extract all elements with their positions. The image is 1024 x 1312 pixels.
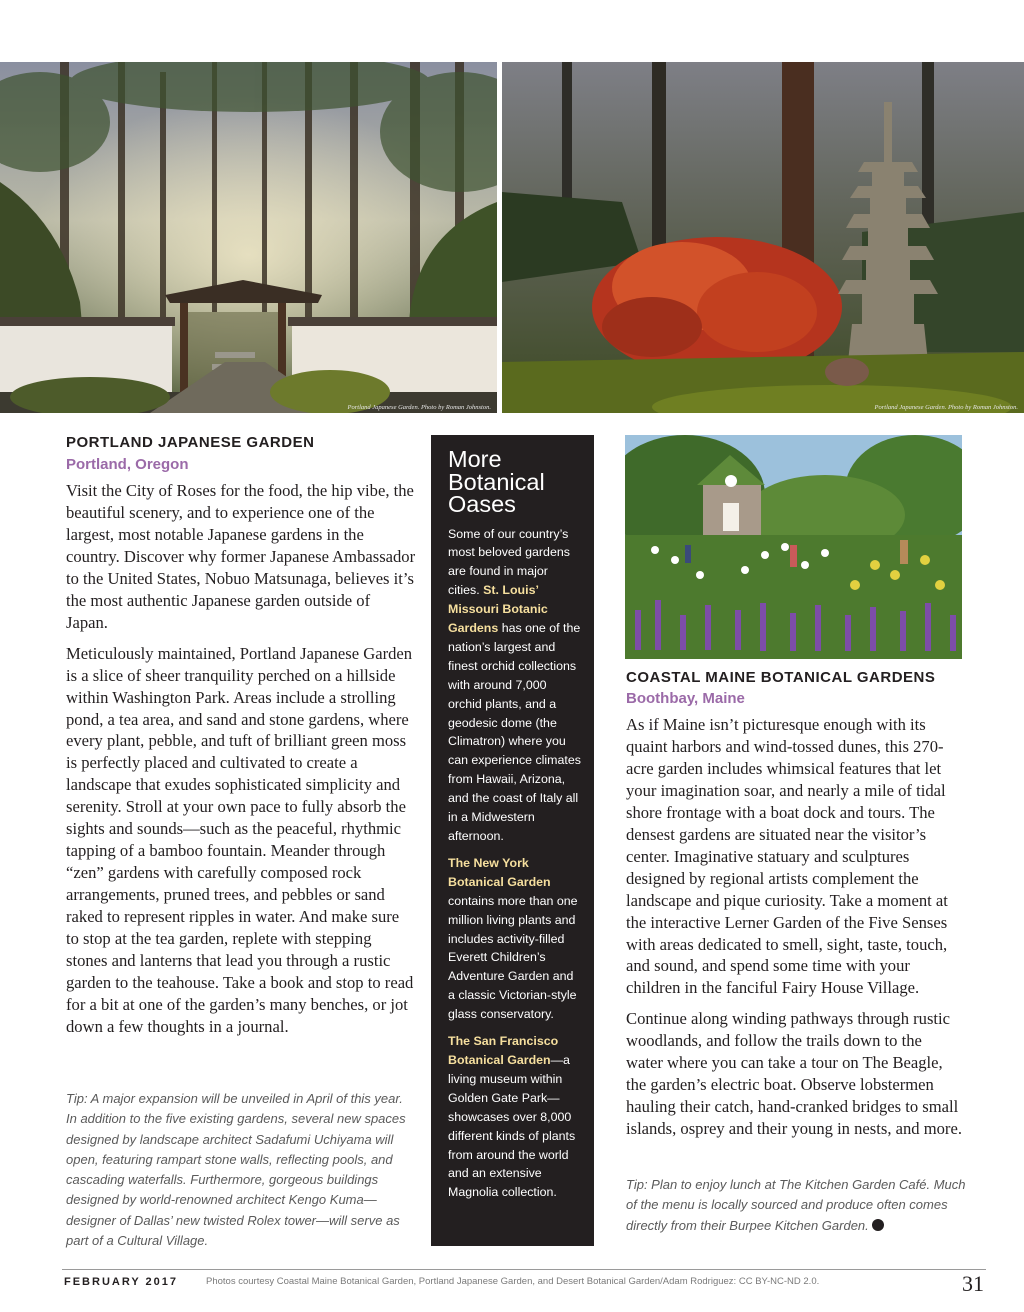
photo-credit: Portland Japanese Garden. Photo by Roman Johnston. bbox=[347, 404, 491, 411]
paragraph: Meticulously maintained, Portland Japanese Garden is a slice of sheer tranquility perched on a hillside within Washington Park. Areas include a strolling pond, a tea area, and sand and stone gardens, where every plant, pebble, and tuft of brilliant green moss is perfectly placed and cultivated to create a landscape that exudes sophisticated simplicity and serenity. Stroll at your own pace to fully absorb the sights and sounds—such as the peaceful, rhythmic tapping of a bamboo fountain. Meander through “zen” gardens with carefully composed rock arrangements, pruned trees, and pebbles or sand raked to represent ripples in water. And make sure to stop at the tea garden, replete with stepping stones and lanterns that lead you through a rustic garden to the teahouse. Take a book and stop to read for a bit at one of the garden’s many benches, or jot down a few thoughts in a journal. bbox=[66, 643, 414, 1036]
sidebar-garden-name: The New York Botanical Garden bbox=[448, 855, 551, 889]
portland-title: PORTLAND JAPANESE GARDEN bbox=[66, 434, 315, 451]
maine-body bbox=[626, 714, 962, 1149]
sidebar-garden-name: The San Francisco Botanical Garden bbox=[448, 1034, 559, 1067]
footer-photo-credits: Photos courtesy Coastal Maine Botanical Garden, Portland Japanese Garden, and Desert Botanical Garden/Adam Rodriguez: CC BY-NC-ND 2.0. bbox=[206, 1276, 820, 1287]
tip-text: Tip: Plan to enjoy lunch at The Kitchen Garden Café. Much of the menu is locally sourced and produce often comes directly from their Burpee Kitchen Garden. bbox=[626, 1177, 966, 1233]
photo-portland-pagoda bbox=[502, 62, 1024, 413]
end-mark-icon bbox=[872, 1219, 884, 1231]
paragraph: As if Maine isn’t picturesque enough with its quaint harbors and wind-tossed dunes, this 270-acre garden includes whimsical features that let your imagination soar, and nearly a mile of tidal shore frontage with a boat dock and tours. The densest gardens are situated near the visitor’s center. Imaginative statuary and sculptures designed by regional artists complement the landscape and pique curiosity. Take a moment at the interactive Lerner Garden of the Five Senses with areas dedicated to smell, sight, taste, touch, and sound, and spend some time with your children in the fanciful Fairy House Village. bbox=[626, 715, 948, 998]
photo-credit: Portland Japanese Garden. Photo by Roman Johnston. bbox=[874, 404, 1018, 411]
footer-date: FEBRUARY 2017 bbox=[64, 1276, 179, 1288]
photo-maine-fairy-house bbox=[625, 435, 962, 659]
sidebar-text: Some of our country’s most beloved gardens are found in major cities. bbox=[448, 526, 570, 598]
maine-location: Boothbay, Maine bbox=[626, 690, 745, 707]
sidebar-paragraph bbox=[448, 1032, 582, 1202]
sidebar-botanical-oases bbox=[431, 435, 594, 1246]
sidebar-paragraph bbox=[448, 525, 582, 846]
sidebar-title: More Botanical Oases bbox=[448, 446, 545, 517]
portland-body bbox=[66, 480, 416, 1047]
maine-title: COASTAL MAINE BOTANICAL GARDENS bbox=[626, 669, 936, 686]
paragraph: Visit the City of Roses for the food, the hip vibe, the beautiful scenery, and to experience one of the largest, most notable Japanese gardens in the country. Discover why former Japanese Ambassador to the United States, Nobuo Matsunaga, believes it’s the most authentic Japanese garden outside of Japan. bbox=[66, 481, 416, 632]
sidebar-text: —a living museum within Golden Gate Park—showcases over 8,000 different kinds of plants from around the world and an extensive Magnolia collection. bbox=[448, 1052, 576, 1200]
maine-tip bbox=[626, 1175, 971, 1236]
page-number: 31 bbox=[962, 1271, 984, 1296]
photo-portland-gate bbox=[0, 62, 497, 413]
paragraph: Continue along winding pathways through rustic woodlands, and follow the trails down to the water where you can take a tour on The Beagle, the garden’s electric boat. Observe lobstermen hauling their catch, hand-cranked bridges to small islands, osprey and their young in nests, and more. bbox=[626, 1009, 962, 1139]
sidebar-text: contains more than one million living plants and includes activity-filled Everett Children’s Adventure Garden and a classic Victorian-style glass conservatory. bbox=[448, 893, 578, 1022]
sidebar-garden-name: St. Louis’ Missouri Botanic Gardens bbox=[448, 583, 548, 636]
footer-divider bbox=[62, 1269, 986, 1270]
portland-tip: Tip: A major expansion will be unveiled in April of this year. In addition to the five existing gardens, several new spaces designed by landscape architect Sadafumi Uchiyama will open, featuring rampart stone walls, reflecting pools, and cascading waterfalls. Furthermore, gorgeous buildings designed by world-renowned architect Kengo Kuma—designer of Dallas’ new twisted Rolex tower—will serve as part of a Cultural Village. bbox=[66, 1091, 406, 1249]
portland-location: Portland, Oregon bbox=[66, 456, 189, 473]
sidebar-paragraph bbox=[448, 854, 582, 1024]
sidebar-text: has one of the nation’s largest and finest orchid collections with around 7,000 orchid plants, and a geodesic dome (the Climatron) where you can experience climates from Hawaii, Arizona, and the coast of Italy all in a Midwestern afternoon. bbox=[448, 621, 581, 843]
